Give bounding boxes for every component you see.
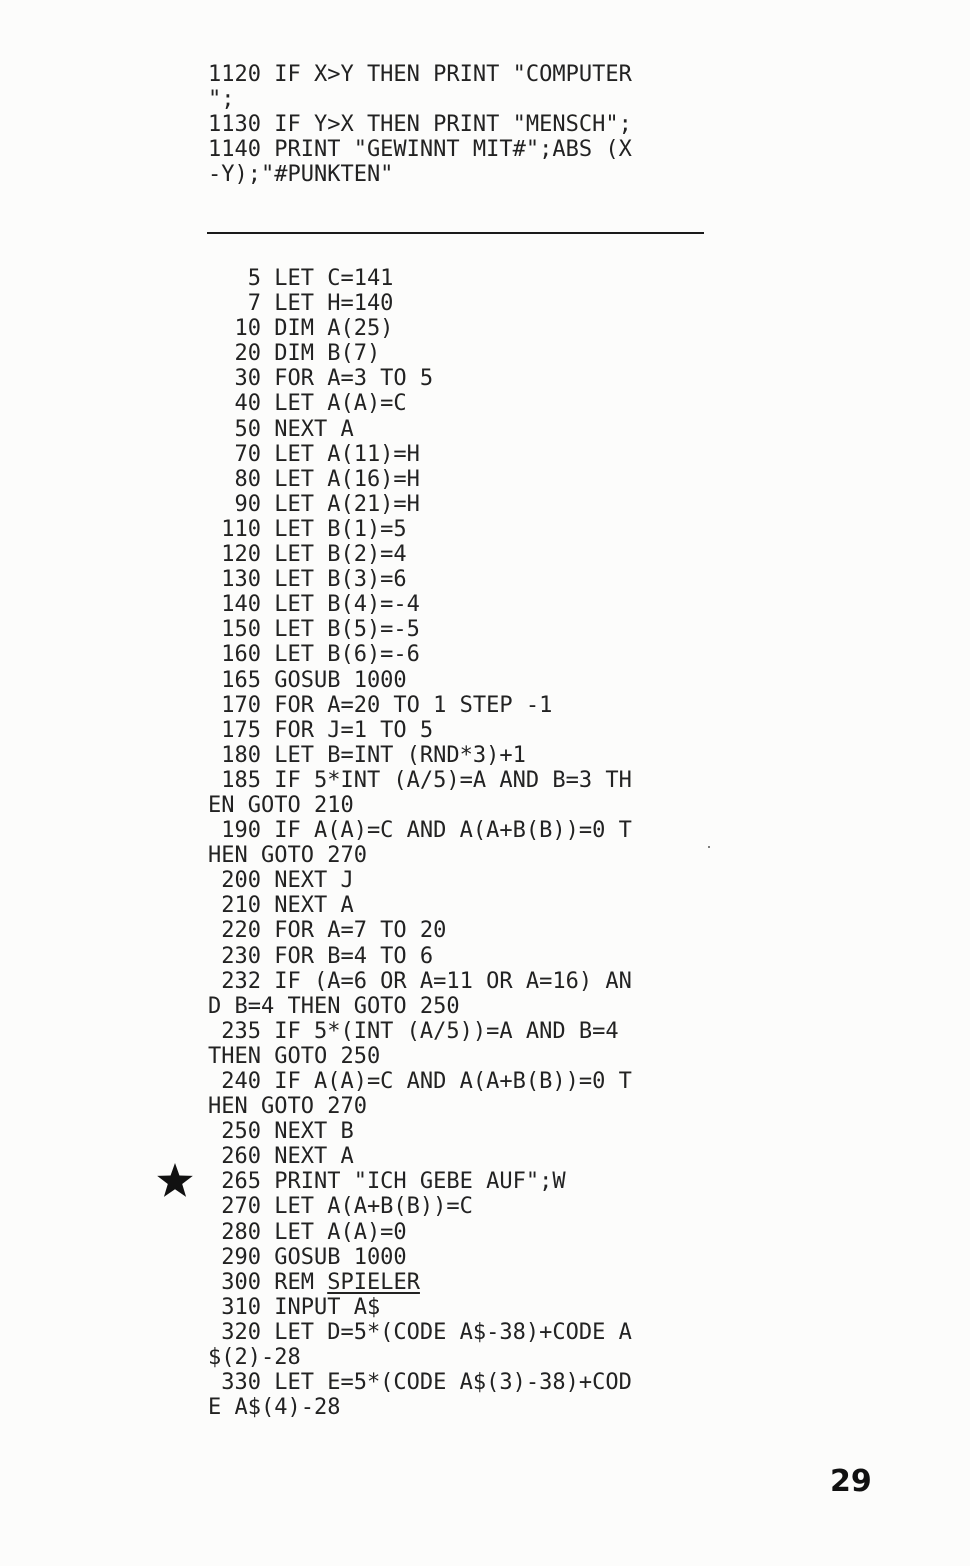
- code-line: 120 LET B(2)=4: [208, 542, 407, 568]
- code-line: 232 IF (A=6 OR A=11 OR A=16) AN: [208, 968, 632, 994]
- code-line: $(2)-28: [208, 1345, 301, 1371]
- page-number: 29: [830, 1464, 872, 1499]
- code-line: 110 LET B(1)=5: [208, 516, 407, 542]
- code-listing-top: [208, 62, 632, 187]
- code-line: 1120 IF X>Y THEN PRINT "COMPUTER: [208, 62, 632, 87]
- code-line: 235 IF 5*(INT (A/5))=A AND B=4: [208, 1018, 619, 1044]
- code-line: 20 DIM B(7): [208, 341, 381, 367]
- code-line: 70 LET A(11)=H: [208, 441, 420, 467]
- code-line: 7 LET H=140: [208, 291, 394, 317]
- code-listing-main: [208, 266, 632, 1420]
- rem-underlined-word: SPIELER: [327, 1269, 420, 1295]
- code-line: -Y);"#PUNKTEN": [208, 162, 394, 188]
- code-line: 185 IF 5*INT (A/5)=A AND B=3 TH: [208, 767, 632, 793]
- code-line: D B=4 THEN GOTO 250: [208, 993, 460, 1019]
- code-line: 230 FOR B=4 TO 6: [208, 943, 434, 969]
- code-line: 1140 PRINT "GEWINNT MIT#";ABS (X: [208, 137, 632, 163]
- code-line: HEN GOTO 270: [208, 843, 367, 869]
- code-line: 180 LET B=INT (RND*3)+1: [208, 742, 526, 768]
- code-line: 190 IF A(A)=C AND A(A+B(B))=0 T: [208, 818, 632, 844]
- code-line: 270 LET A(A+B(B))=C: [208, 1194, 473, 1220]
- code-line: 240 IF A(A)=C AND A(A+B(B))=0 T: [208, 1069, 632, 1094]
- code-line: 280 LET A(A)=0: [208, 1219, 407, 1245]
- code-line: THEN GOTO 250: [208, 1043, 381, 1069]
- code-line: 150 LET B(5)=-5: [208, 617, 420, 643]
- code-line: 80 LET A(16)=H: [208, 466, 420, 492]
- code-line: 320 LET D=5*(CODE A$-38)+CODE A: [208, 1319, 632, 1345]
- code-line: 30 FOR A=3 TO 5: [208, 366, 434, 392]
- rem-prefix: 300 REM: [208, 1269, 328, 1295]
- code-line: 160 LET B(6)=-6: [208, 642, 420, 668]
- code-line: 50 NEXT A: [208, 416, 354, 442]
- star-shape: [157, 1163, 193, 1197]
- code-line: 130 LET B(3)=6: [208, 567, 407, 593]
- section-divider: [207, 232, 704, 234]
- code-line: 250 NEXT B: [208, 1119, 354, 1145]
- code-line: 260 NEXT A: [208, 1144, 354, 1170]
- code-line: 170 FOR A=20 TO 1 STEP -1: [208, 692, 553, 718]
- code-line: 5 LET C=141: [208, 266, 394, 291]
- code-line: 200 NEXT J: [208, 868, 354, 894]
- code-line: E A$(4)-28: [208, 1395, 341, 1421]
- code-line: 1130 IF Y>X THEN PRINT "MENSCH";: [208, 112, 632, 138]
- code-line: 10 DIM A(25): [208, 316, 394, 342]
- code-line: 165 GOSUB 1000: [208, 667, 407, 693]
- code-line: HEN GOTO 270: [208, 1094, 367, 1120]
- code-line: 330 LET E=5*(CODE A$(3)-38)+COD: [208, 1370, 632, 1396]
- code-line-rem: [208, 1270, 632, 1295]
- code-line: 210 NEXT A: [208, 893, 354, 919]
- code-line: 290 GOSUB 1000: [208, 1244, 407, 1270]
- code-line: 220 FOR A=7 TO 20: [208, 918, 447, 944]
- star-icon: [156, 1162, 194, 1198]
- code-line: ";: [208, 87, 235, 113]
- code-line: 140 LET B(4)=-4: [208, 592, 420, 618]
- code-line: 90 LET A(21)=H: [208, 491, 420, 517]
- code-line: 40 LET A(A)=C: [208, 391, 407, 417]
- code-line: 265 PRINT "ICH GEBE AUF";W: [208, 1169, 566, 1195]
- code-line: 175 FOR J=1 TO 5: [208, 717, 434, 743]
- print-speck: [708, 846, 710, 848]
- code-line: 310 INPUT A$: [208, 1294, 381, 1320]
- code-line: EN GOTO 210: [208, 792, 354, 818]
